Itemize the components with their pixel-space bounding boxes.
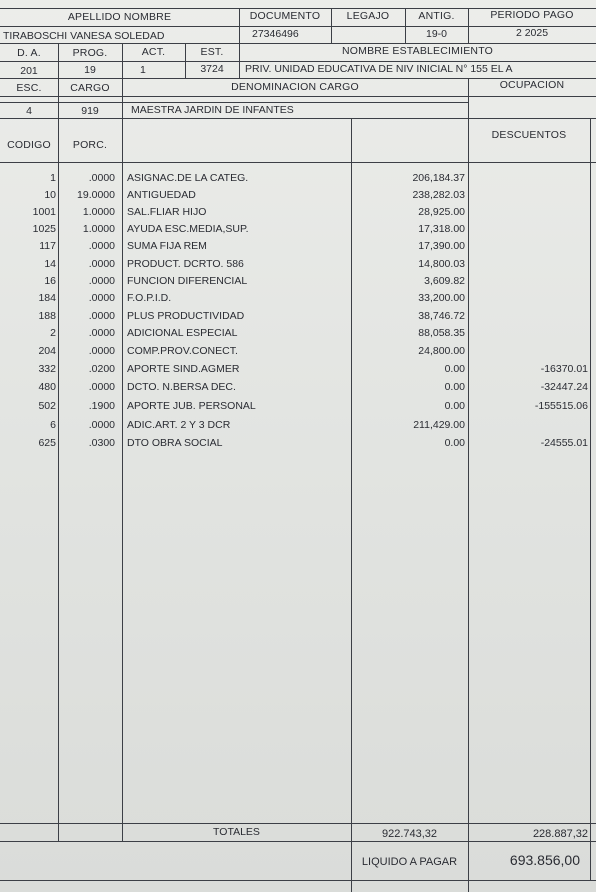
esc-value: 4 [26,105,32,117]
rule [0,61,596,62]
item-codigo: 16 [44,275,56,287]
item-haberes: 206,184.37 [412,172,465,184]
item-haberes: 0.00 [444,400,465,412]
item-codigo: 10 [44,189,56,201]
item-porc: .0000 [88,292,115,304]
item-descuentos: -155515.06 [534,400,588,412]
item-haberes: 0.00 [444,381,465,393]
item-porc: .0000 [88,240,115,252]
item-concepto: DTO OBRA SOCIAL [127,437,223,449]
item-concepto: ADICIONAL ESPECIAL [127,327,238,339]
apellido-nombre-label: APELLIDO NOMBRE [67,11,172,23]
apellido-nombre-value: TIRABOSCHI VANESA SOLEDAD [3,30,165,42]
item-codigo: 1 [50,172,56,184]
table-row [0,379,596,396]
item-codigo: 2 [50,327,56,339]
antig-value: 19-0 [425,28,447,40]
totales-descuentos: 228.887,32 [532,828,588,840]
item-concepto: COMP.PROV.CONECT. [127,345,238,357]
codigo-header: CODIGO [7,139,51,151]
table-row [0,204,596,221]
rule [0,43,596,44]
item-porc: 1.0000 [82,206,115,218]
item-concepto: PLUS PRODUCTIVIDAD [127,310,245,322]
legajo-label: LEGAJO [346,10,390,22]
item-porc: .0000 [88,310,115,322]
item-haberes: 3,609.82 [424,275,465,287]
item-haberes: 28,925.00 [418,206,465,218]
rule [0,823,596,824]
item-codigo: 1001 [32,206,56,218]
item-porc: .0000 [88,381,115,393]
nombre-establecimiento-value: PRIV. UNIDAD EDUCATIVA DE NIV INICIAL N° 155 EL A [245,63,513,75]
periodo-pago-value: 2 2025 [515,27,549,39]
item-porc: .0000 [88,327,115,339]
item-haberes: 88,058.35 [418,327,465,339]
denominacion-cargo-value: MAESTRA JARDIN DE INFANTES [131,104,294,116]
item-porc: .0000 [88,419,115,431]
rule [0,118,596,119]
item-porc: .0000 [88,275,115,287]
table-row [0,290,596,307]
act-label: ACT. [141,46,166,58]
liquido-value: 693.856,00 [509,852,580,868]
item-porc: 1.0000 [82,223,115,235]
item-descuentos: -32447.24 [540,381,588,393]
rule [0,102,468,103]
item-haberes: 14,800.03 [418,258,465,270]
item-codigo: 184 [38,292,56,304]
rule [239,26,240,43]
item-concepto: ADIC.ART. 2 Y 3 DCR [127,419,231,431]
table-row [0,398,596,415]
item-concepto: ASIGNAC.DE LA CATEG. [127,172,249,184]
item-codigo: 1025 [32,223,56,235]
item-codigo: 502 [38,400,56,412]
item-haberes: 211,429.00 [413,419,465,431]
item-codigo: 6 [50,419,56,431]
table-row [0,308,596,325]
item-concepto: APORTE JUB. PERSONAL [127,400,256,412]
item-concepto: SUMA FIJA REM [127,240,207,252]
item-concepto: APORTE SIND.AGMER [127,363,240,375]
da-value: 201 [20,65,38,77]
item-concepto: SAL.FLIAR HIJO [127,206,207,218]
liquido-label: LIQUIDO A PAGAR [361,856,458,868]
item-descuentos: -16370.01 [540,363,588,375]
item-porc: .0300 [88,437,115,449]
totales-label: TOTALES [213,826,260,838]
item-codigo: 14 [44,258,56,270]
item-concepto: AYUDA ESC.MEDIA,SUP. [127,223,249,235]
item-codigo: 117 [39,240,56,252]
documento-value: 27346496 [252,28,299,40]
item-codigo: 625 [38,437,56,449]
table-row [0,435,596,452]
item-porc: .0000 [88,345,115,357]
table-row [0,256,596,273]
descuentos-header: DESCUENTOS [491,129,567,141]
item-codigo: 332 [38,363,56,375]
table-row [0,187,596,204]
cargo-value: 919 [81,105,99,117]
ocupacion-label: OCUPACION [499,79,565,91]
rule [331,26,332,43]
item-haberes: 0.00 [444,363,465,375]
item-haberes: 0.00 [444,437,465,449]
table-row [0,170,596,187]
act-value: 1 [140,64,146,76]
porc-header: PORC. [72,139,108,151]
item-descuentos: -24555.01 [540,437,588,449]
rule [0,162,596,163]
table-row [0,417,596,434]
est-label: EST. [200,46,224,58]
item-concepto: PRODUCT. DCRTO. 586 [127,258,244,270]
denominacion-cargo-label: DENOMINACION CARGO [231,81,359,93]
table-row [0,273,596,290]
table-row [0,361,596,378]
item-concepto: F.O.P.I.D. [127,292,172,304]
item-haberes: 38,746.72 [418,310,465,322]
table-row [0,343,596,360]
item-porc: .0000 [88,172,115,184]
item-haberes: 238,282.03 [412,189,465,201]
da-label: D. A. [17,47,41,59]
item-codigo: 480 [38,381,56,393]
item-porc: 19.0000 [77,189,115,201]
esc-label: ESC. [16,82,42,94]
item-haberes: 24,800.00 [418,345,465,357]
item-concepto: DCTO. N.BERSA DEC. [127,381,236,393]
periodo-pago-label: PERIODO PAGO [490,9,574,21]
item-concepto: ANTIGUEDAD [127,189,196,201]
rule [0,880,596,881]
cargo-label: CARGO [70,82,110,94]
nombre-establecimiento-label: NOMBRE ESTABLECIMIENTO [341,45,494,57]
item-haberes: 33,200.00 [418,292,465,304]
totales-haberes: 922.743,32 [381,828,438,840]
rule [0,841,596,842]
table-row [0,221,596,238]
prog-value: 19 [84,64,96,76]
item-porc: .1900 [88,400,115,412]
item-codigo: 204 [38,345,56,357]
table-row [0,238,596,255]
item-concepto: FUNCION DIFERENCIAL [127,275,248,287]
rule [0,96,596,97]
table-row [0,325,596,342]
prog-label: PROG. [72,47,108,59]
item-haberes: 17,390.00 [418,240,465,252]
item-porc: .0000 [88,258,115,270]
item-porc: .0200 [88,363,115,375]
item-codigo: 188 [38,310,56,322]
antig-label: ANTIG. [418,10,455,22]
item-haberes: 17,318.00 [418,223,465,235]
est-value: 3724 [200,63,224,75]
documento-label: DOCUMENTO [249,10,321,22]
